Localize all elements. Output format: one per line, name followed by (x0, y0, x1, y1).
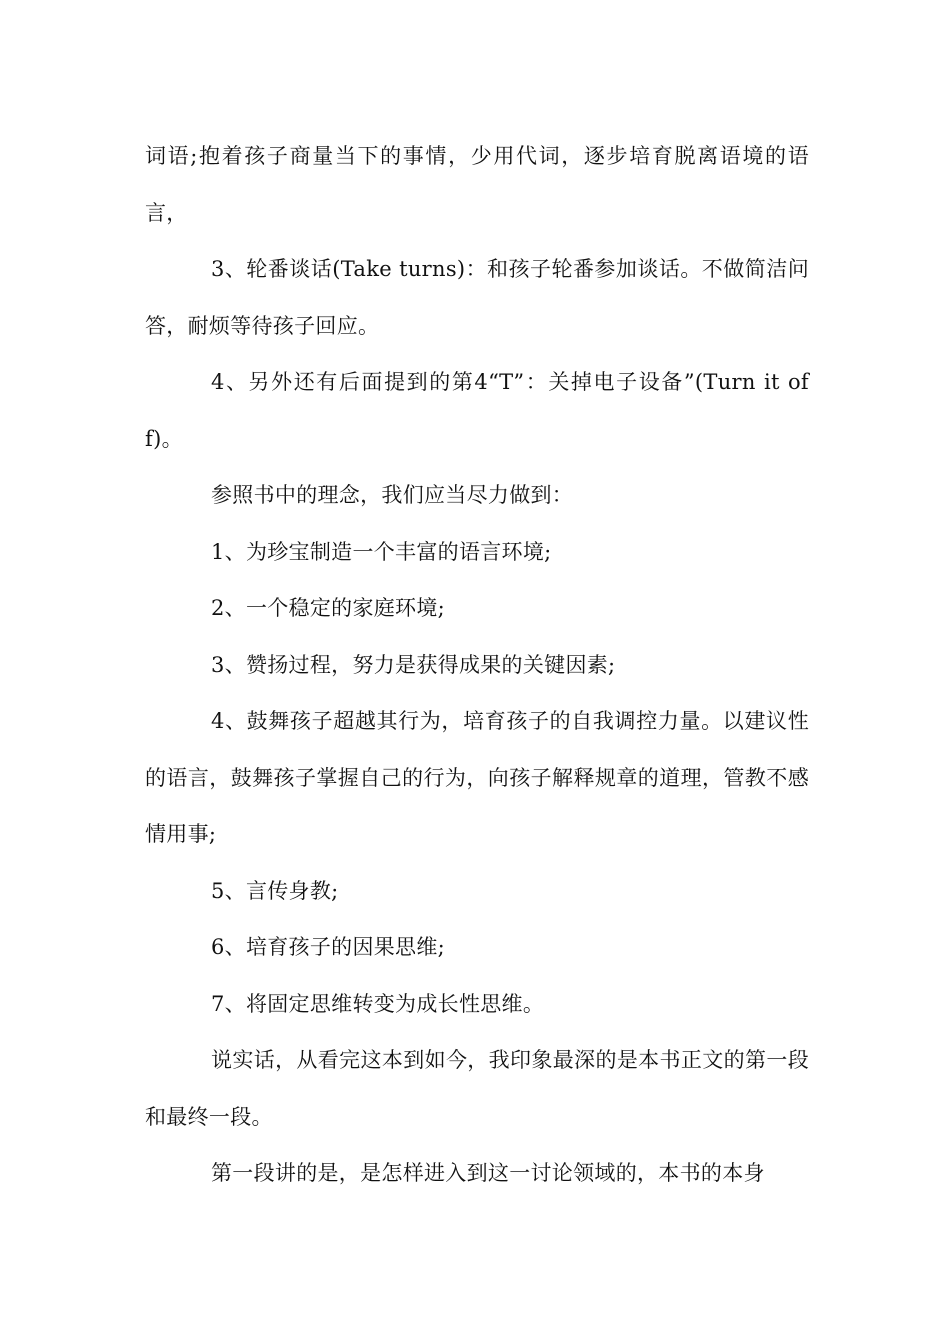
paragraph-take-turns: 3、轮番谈话(Take turns)：和孩子轮番参加谈话。不做简洁问答，耐烦等待孩子回应。 (145, 257, 809, 338)
list-item-3: 3、赞扬过程，努力是获得成果的关键因素; (211, 652, 616, 677)
paragraph-impression: 说实话，从看完这本到如今，我印象最深的是本书正文的第一段和最终一段。 (145, 1048, 809, 1129)
paragraph-first-section: 第一段讲的是，是怎样进入到这一讨论领域的，本书的本身 (211, 1161, 765, 1185)
list-item-7: 7、将固定思维转变为成长性思维。 (211, 991, 545, 1016)
list-item-6: 6、培育孩子的因果思维; (211, 935, 446, 959)
paragraph-turn-it-off: 4、另外还有后面提到的第4“T”：关掉电子设备”(Turn it off)。 (145, 370, 809, 451)
list-item-5: 5、言传身教; (211, 878, 339, 903)
list-item-4: 4、鼓舞孩子超越其行为，培育孩子的自我调控力量。以建议性的语言，鼓舞孩子掌握自己的行为，向孩子解释规章的道理，管教不感情用事; (145, 709, 809, 846)
list-item-2: 2、一个稳定的家庭环境; (211, 596, 446, 620)
paragraph-intro-list: 参照书中的理念，我们应当尽力做到： (211, 483, 574, 507)
body-text (145, 128, 809, 1202)
paragraph-continuation: 词语;抱着孩子商量当下的事情，少用代词，逐步培育脱离语境的语言， (145, 144, 809, 225)
list-item-1: 1、为珍宝制造一个丰富的语言环境; (211, 539, 552, 564)
